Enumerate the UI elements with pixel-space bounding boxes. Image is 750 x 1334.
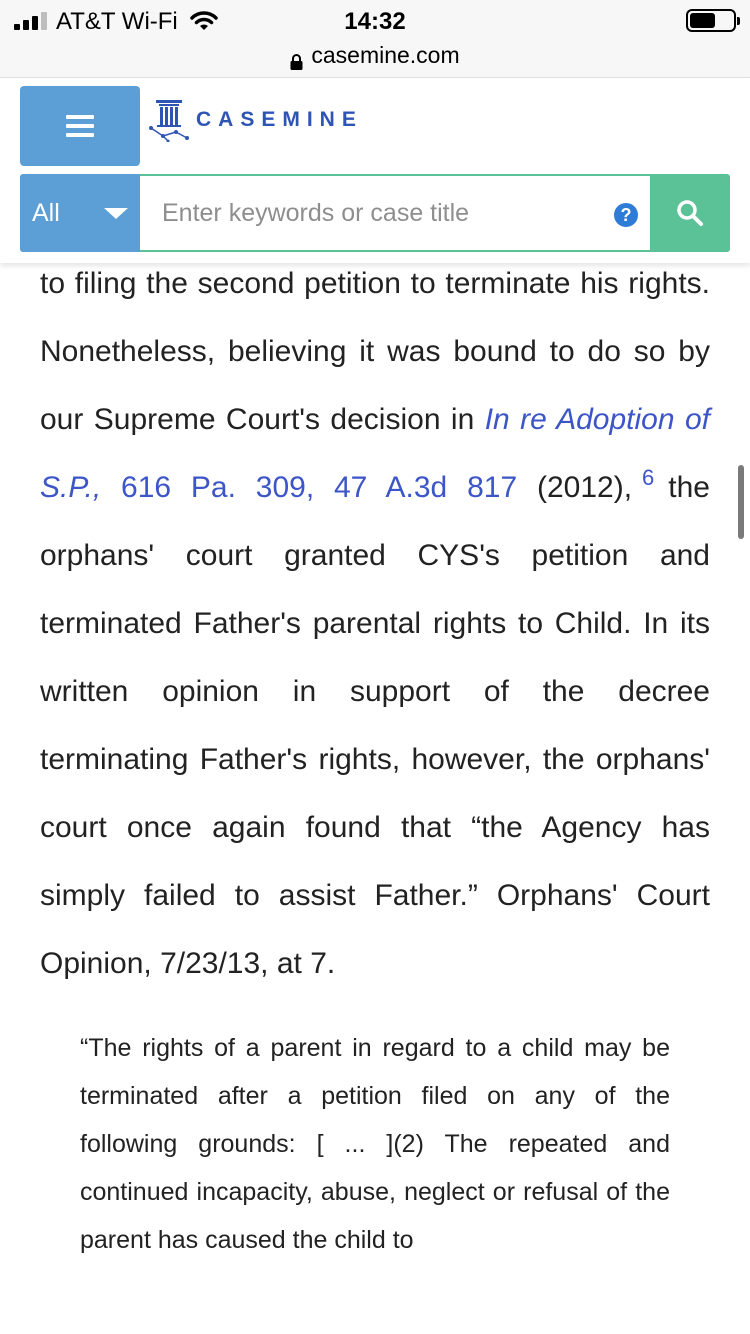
scrollbar[interactable] [738,465,744,539]
site-header [0,78,750,263]
search-bar [20,174,730,252]
pillar-logo-icon [148,98,190,142]
case-paragraph [40,250,710,998]
carrier-label: AT&T Wi-Fi [56,8,178,35]
paragraph-text: the orphans' court granted CYS's petition and terminated Father's parental rights to Child. In its written opinion in support of the decree terminating Father's rights, however, the orphans' court once again found that “the Agency has simply failed to assist Father.” Orphans' Court Opinion, 7/23/13, at 7. [40,471,710,980]
status-bar [0,0,750,78]
search-scope-label: All [32,198,60,227]
hamburger-menu-icon [66,115,94,137]
block-quote: “The rights of a parent in regard to a child may be terminated after a petition filed on any of the following grounds: [ ... ](2) The repeated and continued incapacity, abuse, neglect or refusal of the parent has caused the child to [80,1034,670,1254]
search-icon [676,199,704,227]
help-icon[interactable]: ? [614,203,638,227]
case-citation-link-reporter[interactable]: 616 Pa. 309, 47 A.3d 817 [101,471,518,504]
casemine-logo[interactable] [148,98,363,142]
footnote-link[interactable]: 6 [642,464,655,490]
battery-icon [686,9,736,32]
clock: 14:32 [344,8,406,35]
menu-button[interactable] [20,86,140,166]
paragraph-text: to filing the second petition to terminate his rights. Nonetheless, believing it was bound to do so by our Supreme Court's decision in [40,267,710,436]
search-field-wrapper [140,174,650,252]
search-input[interactable] [162,199,592,228]
case-text [40,250,710,1264]
logo-text: CASEMINE [196,108,363,131]
lock-icon [290,49,303,65]
address-bar[interactable] [0,42,750,69]
search-scope-dropdown[interactable] [20,174,140,252]
search-button[interactable] [650,174,730,252]
paragraph-text: (2012), [517,471,633,504]
caret-down-icon [104,208,128,219]
case-citation-link-name[interactable]: In re Adoption of S.P., [40,403,710,504]
url-text: casemine.com [311,42,460,68]
